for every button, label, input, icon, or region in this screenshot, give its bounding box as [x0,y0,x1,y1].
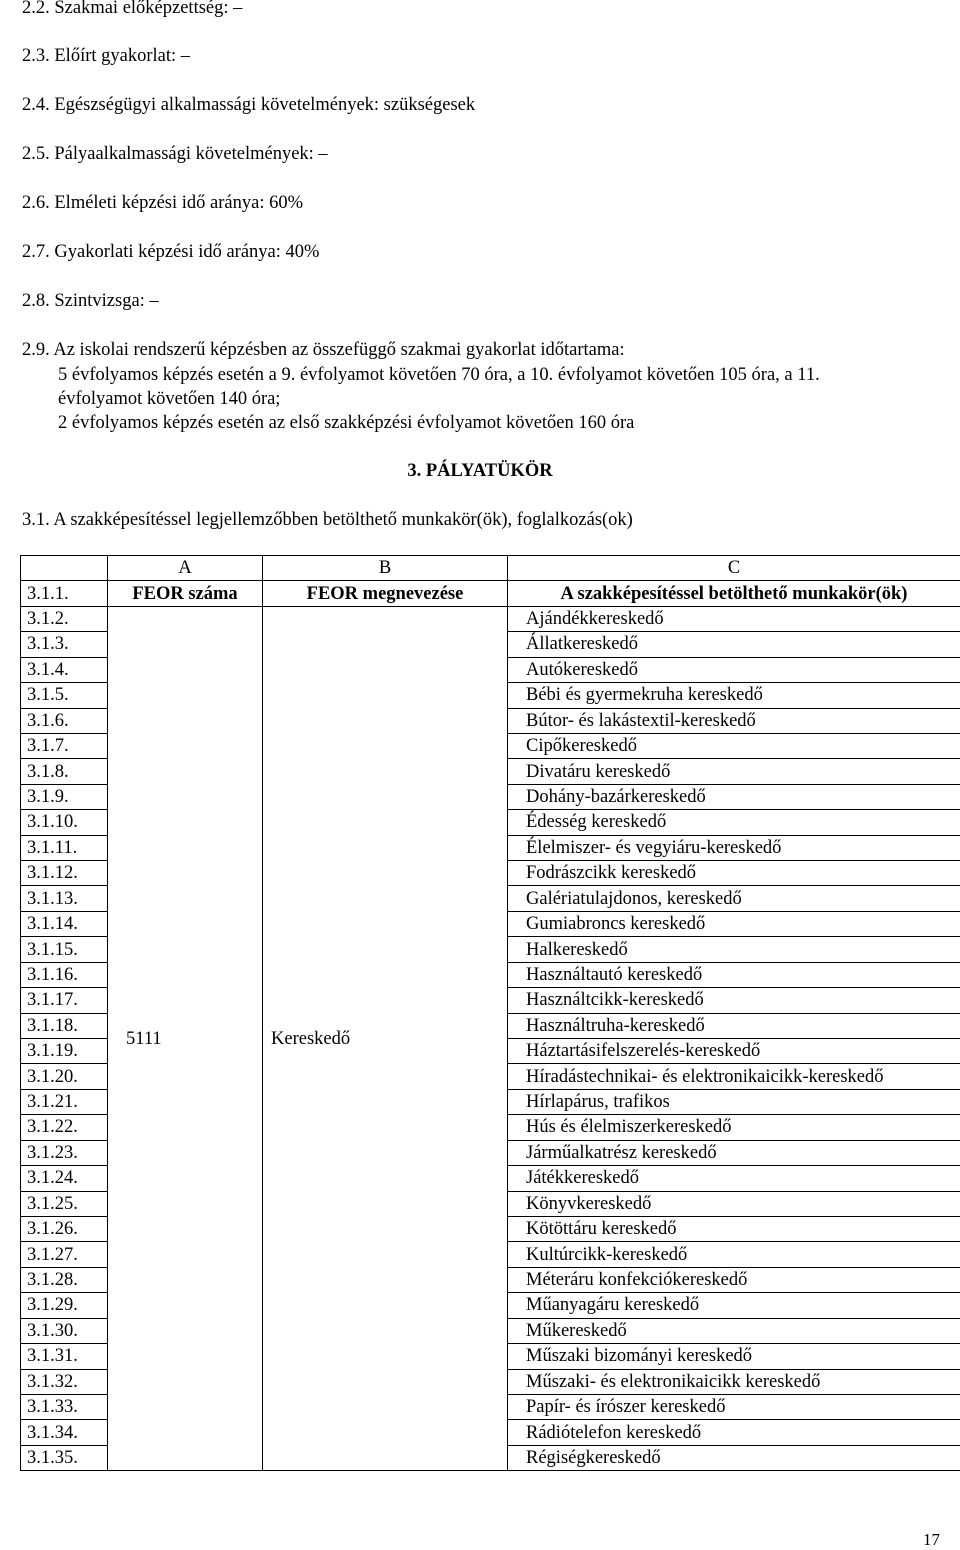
job-title: Halkereskedő [508,937,960,962]
row-number: 3.1.24. [21,1166,108,1191]
job-title: Használtautó kereskedő [508,962,960,987]
job-title: Bútor- és lakástextil-kereskedő [508,708,960,733]
row-number: 3.1.35. [21,1445,108,1470]
column-letter-a: A [108,556,263,581]
feor-number-cell [108,606,263,1470]
paragraph-number: 2.6. [22,193,50,213]
job-title: Ajándékkereskedő [508,606,960,631]
row-number: 3.1.33. [21,1394,108,1419]
header-row [21,581,960,606]
row-number: 3.1.13. [21,886,108,911]
job-title: Kötöttáru kereskedő [508,1216,960,1241]
feor-number: 5111 [126,1028,162,1049]
row-number: 3.1.5. [21,683,108,708]
paragraph-number: 2.4. [22,95,50,115]
job-title: Hús és élelmiszerkereskedő [508,1115,960,1140]
paragraph-2-8 [22,289,159,313]
job-title: Híradástechnikai- és elektronikaicikk-kereskedő [508,1064,960,1089]
job-title: Dohány-bazárkereskedő [508,784,960,809]
row-number: 3.1.31. [21,1344,108,1369]
page-number: 17 [923,1530,940,1549]
row-number: 3.1.17. [21,988,108,1013]
job-title: Kultúrcikk-kereskedő [508,1242,960,1267]
feor-table [20,555,960,1471]
job-title: Cipőkereskedő [508,733,960,758]
subsection-title: 3.1. A szakképesítéssel legjellemzőbben betölthető munkakör(ök), foglalkozás(ok) [22,510,633,530]
paragraph-2-2 [22,0,242,20]
row-number: 3.1.7. [21,733,108,758]
row-number: 3.1.16. [21,962,108,987]
paragraph-2-6 [22,191,303,215]
row-number: 3.1.25. [21,1191,108,1216]
row-number: 3.1.11. [21,835,108,860]
paragraph-text: Egészségügyi alkalmassági követelmények: szükségesek [54,95,476,115]
job-title: Használtruha-kereskedő [508,1013,960,1038]
job-title: Műszaki- és elektronikaicikk kereskedő [508,1369,960,1394]
row-number: 3.1.19. [21,1039,108,1064]
row-number: 3.1.18. [21,1013,108,1038]
job-title: Használtcikk-kereskedő [508,988,960,1013]
paragraph-2-4 [22,93,475,117]
row-number: 3.1.21. [21,1089,108,1114]
header-feor-name: FEOR megnevezése [263,581,508,606]
row-number: 3.1.27. [21,1242,108,1267]
row-number: 3.1.10. [21,810,108,835]
row-number: 3.1.34. [21,1420,108,1445]
row-number: 3.1.9. [21,784,108,809]
paragraph-2-9-line-1: 5 évfolyamos képzés esetén a 9. évfolyamot követően 70 óra, a 10. évfolyamot követően 105 óra, a 11. [58,365,820,385]
paragraph-2-9-line-2: évfolyamot követően 140 óra; [58,389,281,409]
paragraph-text: Az iskolai rendszerű képzésben az összefüggő szakmai gyakorlat időtartama: [53,340,625,360]
paragraph-2-7 [22,240,319,264]
row-number: 3.1.23. [21,1140,108,1165]
paragraph-text: Szakmai előképzettség: – [54,0,243,18]
job-title: Élelmiszer- és vegyiáru-kereskedő [508,835,960,860]
job-title: Régiségkereskedő [508,1445,960,1470]
job-title: Autókereskedő [508,657,960,682]
job-title: Galériatulajdonos, kereskedő [508,886,960,911]
header-feor-number: FEOR száma [108,581,263,606]
paragraph-text: Előírt gyakorlat: – [54,46,191,66]
paragraph-text: Szintvizsga: – [54,291,159,311]
job-title: Műszaki bizományi kereskedő [508,1344,960,1369]
job-title: Műanyagáru kereskedő [508,1293,960,1318]
paragraph-number: 2.3. [22,46,50,66]
row-number: 3.1.30. [21,1318,108,1343]
paragraph-text: Pályaalkalmassági követelmények: – [54,144,328,164]
paragraph-2-3 [22,44,190,68]
row-number: 3.1.6. [21,708,108,733]
header-job-title: A szakképesítéssel betölthető munkakör(ök) [508,581,960,606]
paragraph-number: 2.5. [22,144,50,164]
job-title: Édesség kereskedő [508,810,960,835]
job-title: Hírlapárus, trafikos [508,1089,960,1114]
row-number: 3.1.15. [21,937,108,962]
column-letter-c: C [508,556,960,581]
job-title: Műkereskedő [508,1318,960,1343]
row-number: 3.1.3. [21,632,108,657]
column-letter-b: B [263,556,508,581]
job-title: Járműalkatrész kereskedő [508,1140,960,1165]
header-row-number: 3.1.1. [21,581,108,606]
job-title: Méteráru konfekciókereskedő [508,1267,960,1292]
paragraph-text: Gyakorlati képzési idő aránya: 40% [54,242,320,262]
feor-name: Kereskedő [271,1028,351,1049]
row-number: 3.1.32. [21,1369,108,1394]
row-number: 3.1.12. [21,861,108,886]
paragraph-number: 2.9. [22,340,50,360]
feor-name-cell [263,606,508,1470]
job-title: Bébi és gyermekruha kereskedő [508,683,960,708]
job-title: Háztartásifelszerelés-kereskedő [508,1039,960,1064]
row-number: 3.1.4. [21,657,108,682]
paragraph-number: 2.7. [22,242,50,262]
job-title: Játékkereskedő [508,1166,960,1191]
job-title: Gumiabroncs kereskedő [508,911,960,936]
paragraph-2-9 [22,338,625,362]
column-letter-empty [21,556,108,581]
table-row [21,606,960,631]
row-number: 3.1.28. [21,1267,108,1292]
paragraph-2-9-line-3: 2 évfolyamos képzés esetén az első szakképzési évfolyamot követően 160 óra [58,413,635,433]
paragraph-number: 2.8. [22,291,50,311]
row-number: 3.1.22. [21,1115,108,1140]
row-number: 3.1.8. [21,759,108,784]
job-title: Rádiótelefon kereskedő [508,1420,960,1445]
job-title: Fodrászcikk kereskedő [508,861,960,886]
paragraph-number: 2.2. [22,0,50,18]
job-title: Könyvkereskedő [508,1191,960,1216]
row-number: 3.1.29. [21,1293,108,1318]
row-number: 3.1.2. [21,606,108,631]
row-number: 3.1.20. [21,1064,108,1089]
job-title: Papír- és írószer kereskedő [508,1394,960,1419]
job-title: Divatáru kereskedő [508,759,960,784]
section-heading: 3. PÁLYATÜKÖR [407,461,553,481]
row-number: 3.1.26. [21,1216,108,1241]
job-title: Állatkereskedő [508,632,960,657]
row-number: 3.1.14. [21,911,108,936]
column-letter-row [21,556,960,581]
paragraph-2-5 [22,142,328,166]
paragraph-text: Elméleti képzési idő aránya: 60% [54,193,304,213]
